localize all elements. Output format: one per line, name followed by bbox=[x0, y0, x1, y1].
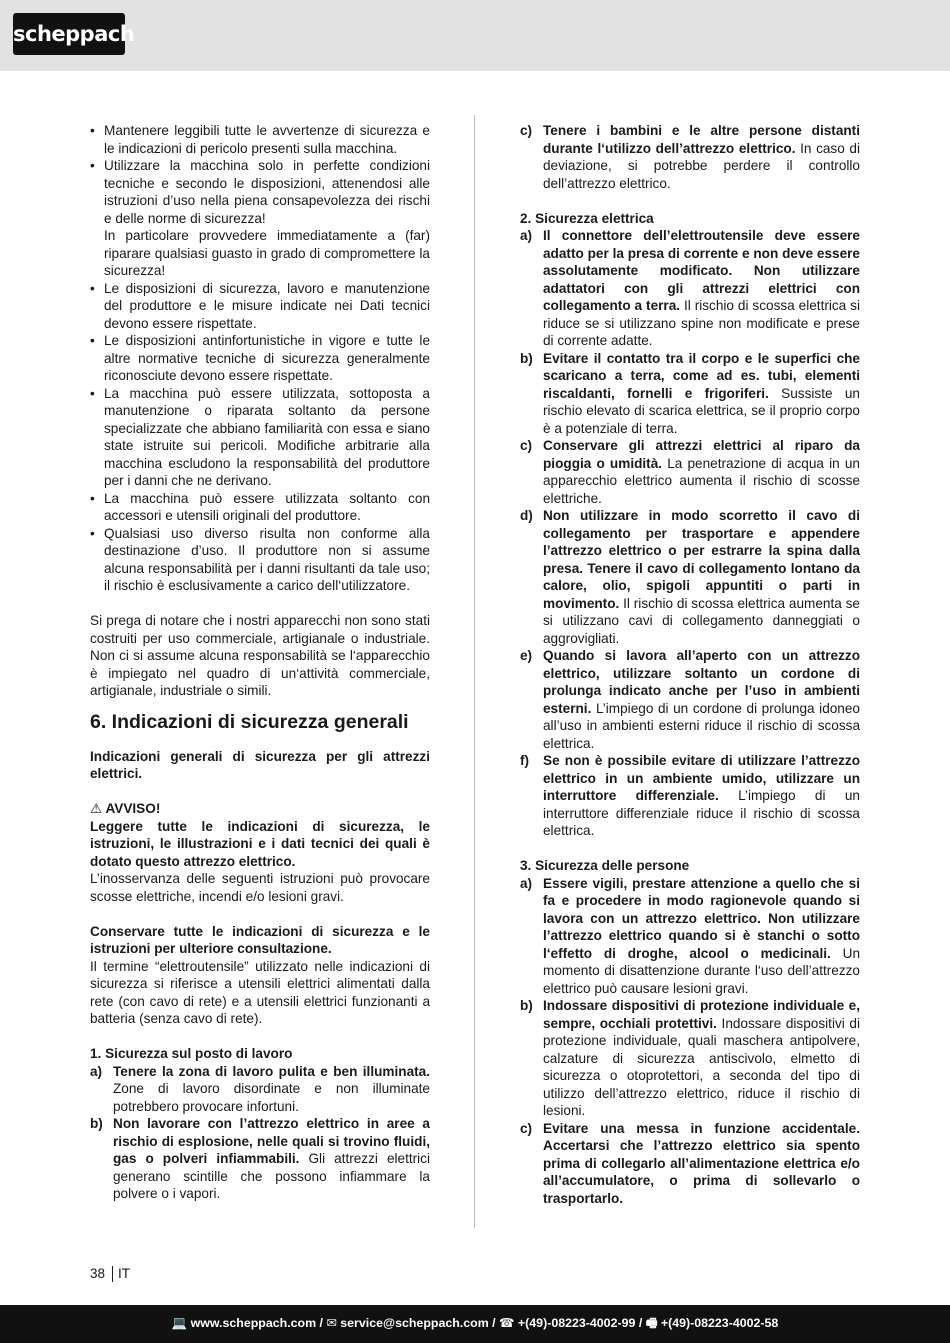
warning-label: ⚠ AVVISO! bbox=[90, 801, 161, 816]
bullet-item: • Le disposizioni di sicurezza, lavoro e manutenzione del produttore e le misure indicate nei Dati tecnici devono essere rispettate. bbox=[90, 280, 430, 333]
contact-line: 💻 www.scheppach.com / ✉ service@scheppach.com / ☎ +(49)-08223-4002-99 / 🖷 +(49)-08223-4002-58 bbox=[171, 1316, 779, 1330]
bullet-item: • Mantenere leggibili tutte le avvertenze di sicurezza e le indicazioni di pericolo presenti sulla macchina. bbox=[90, 122, 430, 157]
electric-safety-heading: 2. Sicurezza elettrica bbox=[520, 210, 654, 226]
column-divider bbox=[474, 115, 475, 1228]
list-item: b) Non lavorare con l’attrezzo elettrico in aree a rischio di esplosione, nelle quali si trovino fluidi, gas o polveri infiammabili. Gli attrezzi elettrici generano scintille che possono infiammare la polvere o i vapori. bbox=[90, 1116, 430, 1201]
contact-bar bbox=[0, 1305, 950, 1343]
list-item: c) Evitare una messa in funzione accidentale. Accertarsi che l’attrezzo elettrico sia spento prima di collegarlo all’alimentazione elettrica e/o all’accumulatore, o prima di sollevarlo o trasportarlo. bbox=[520, 1120, 860, 1206]
list-item: b) Indossare dispositivi di protezione individuale e, sempre, occhiali protettivi. Indossare dispositivi di protezione individuale, quali maschera antipolvere, calzature di sicurezza antiscivolo, elmetto di sicurezza o otoprotettori, a seconda del tipo di utilizzo dell’attrezzo elettrico, riduce il rischio di lesioni. bbox=[520, 998, 860, 1118]
header-band bbox=[0, 0, 950, 71]
bullet-item: • La macchina può essere utilizzata, sottoposta a manutenzione o riparata soltanto da persone specializzate che abbiano familiarità con essa e siano state istruite sui pericoli. Modifiche arbitrarie alla macchina escludono la responsabilità del produttore per i danni che ne derivano. bbox=[90, 385, 430, 490]
list-item: c) Conservare gli attrezzi elettrici al riparo da pioggia o umidità. La penetrazione di acqua in un apparecchio elettrico aumenta il rischio di scosse elettriche. bbox=[520, 438, 860, 506]
bullet-extra: In particolare provvedere immediatamente a (far) riparare qualsiasi guasto in grado di compromettere la sicurezza! bbox=[104, 228, 430, 278]
bullet-item: • Qualsiasi uso diverso risulta non conforme alla destinazione d’uso. Il produttore non si assume alcuna responsabilità per i danni risultanti da tale uso; il rischio è esclusivamente a carico dell‘utilizzatore. bbox=[90, 525, 430, 595]
bullet-item: • La macchina può essere utilizzata soltanto con accessori e utensili originali del produttore. bbox=[90, 490, 430, 525]
keep-instructions-bold: Conservare tutte le indicazioni di sicurezza e le istruzioni per ulteriore consultazione. bbox=[90, 923, 430, 956]
notice-paragraph: Si prega di notare che i nostri apparecchi non sono stati costruiti per uso commerciale, artigianale o industriale. Non ci si assume alcuna responsabilità se l‘apparecchio è impiegato nel quadro di un‘attività commerciale, artigianale, industriale o simili. bbox=[90, 613, 430, 698]
bullet-item: • Utilizzare la macchina solo in perfette condizioni tecniche e secondo le disposizioni, attenendosi alle istruzioni d’uso nella piena consapevolezza dei rischi e delle norme di sicurezza! In particolare provvedere immediatamente a (far) riparare qualsiasi guasto in grado di compromettere la sicurezza! bbox=[90, 157, 430, 280]
list-item: f) Se non è possibile evitare di utilizzare l’attrezzo elettrico in un ambiente umido, utilizzare un interruttore differenziale. L’impiego di un interruttore differenziale riduce il rischio di scossa elettrica. bbox=[520, 753, 860, 838]
keep-instructions-text: Il termine “elettroutensile” utilizzato nelle indicazioni di sicurezza si riferisce a utensili elettrici alimentati dalla rete (con cavo di rete) e a utensili elettrici funzionanti a batteria (senza cavo di rete). bbox=[90, 958, 430, 1026]
list-item: c) Tenere i bambini e le altre persone distanti durante l‘utilizzo dell’attrezzo elettrico. In caso di deviazione, si potrebbe perdere il controllo dell’attrezzo elettrico. bbox=[520, 123, 860, 191]
list-item: e) Quando si lavora all’aperto con un attrezzo elettrico, utilizzare soltanto un cordone di prolunga indicato anche per l’uso in ambienti esterni. L’impiego di un cordone di prolunga idoneo all’uso in ambienti esterni riduce il rischio di scossa elettrica. bbox=[520, 648, 860, 751]
bullet-item: • Le disposizioni antinfortunistiche in vigore e tutte le altre normative tecniche di sicurezza generalmente riconosciute devono essere rispettate. bbox=[90, 332, 430, 385]
list-item: a) Essere vigili, prestare attenzione a quello che si fa e procedere in modo ragionevole quando si lavora con un attrezzo elettrico. Non utilizzare l’attrezzo elettrico quando si è stanchi o sotto l‘effetto di droghe, alcool o medicinali. Un momento di disattenzione durante l‘uso dell’attrezzo elettrico può causare lesioni gravi. bbox=[520, 875, 861, 996]
section-title: 6. Indicazioni di sicurezza generali bbox=[90, 710, 409, 733]
left-column bbox=[90, 122, 430, 1203]
work-safety-heading: 1. Sicurezza sul posto di lavoro bbox=[90, 1046, 293, 1061]
section-subtitle: Indicazioni generali di sicurezza per gli attrezzi elettrici. bbox=[90, 748, 430, 781]
right-column bbox=[520, 122, 860, 1207]
scheppach-logo: scheppach bbox=[13, 13, 125, 55]
warning-text: L’inosservanza delle seguenti istruzioni può provocare scosse elettriche, incendi e/o lesioni gravi. bbox=[90, 871, 430, 904]
language-code: IT bbox=[118, 1266, 130, 1281]
list-item: a) Il connettore dell’elettroutensile deve essere adatto per la presa di corrente e non deve essere assolutamente modificato. Non utilizzare adattatori con gli attrezzi elettrici con collegamento a terra. Il rischio di scossa elettrica si riduce se si utilizzano spine non modificate e prese di corrente adatte. bbox=[520, 228, 860, 348]
list-item: a) Tenere la zona di lavoro pulita e ben illuminata. Zone di lavoro disordinate e non illuminate potrebbero provocare infortuni. bbox=[90, 1063, 430, 1114]
page-number: 38 bbox=[90, 1266, 106, 1281]
warning-bold: Leggere tutte le indicazioni di sicurezza, le istruzioni, le illustrazioni e i dati tecnici dei quali è dotato questo attrezzo elettrico. bbox=[90, 818, 430, 869]
list-item: b) Evitare il contatto tra il corpo e le superfici che scaricano a terra, come ad es. tubi, elementi riscaldanti, fornelli e frigoriferi. Sussiste un rischio elevato di scarica elettrica, se il proprio corpo è a potenziale di terra. bbox=[520, 350, 860, 436]
list-item: d) Non utilizzare in modo scorretto il cavo di collegamento per trasportare e appendere l’attrezzo elettrico o per estrarre la spina dalla presa. Tenere il cavo di collegamento lontano da calore, olio, spigoli appuntiti o parti in movimento. Il rischio di scossa elettrica aumenta se si utilizzano cavi di collegamento danneggiati o aggrovigliati. bbox=[520, 508, 860, 646]
page-separator bbox=[112, 1266, 113, 1282]
persons-safety-heading: 3. Sicurezza delle persone bbox=[520, 858, 690, 873]
